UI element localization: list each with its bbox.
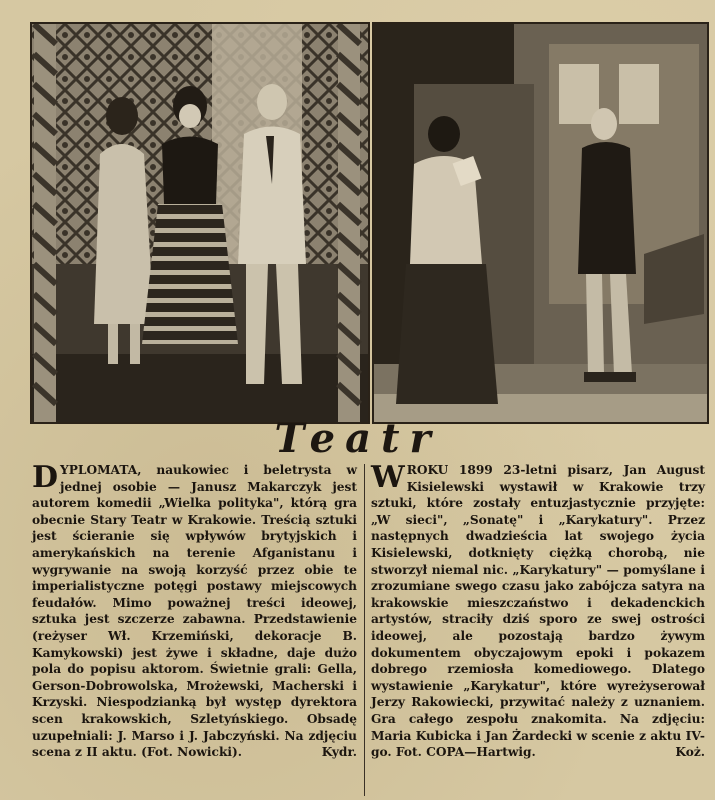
section-title: Teatr: [274, 415, 441, 462]
dropcap: W: [371, 460, 405, 495]
article-diplomata: [32, 462, 357, 798]
article-body: YPLOMATA, naukowiec i beletrysta w jednej osobie — Janusz Makarczyk jest autorem komedii „Wielka polityka", którą gra obecnie Stary Teatr w Krakowie. Treścią sztuki jest ścieranie się wpływów brytyjskich i amerykańskich na terenie Afganistanu i wygrywanie na swoją korzyść przez obie te imperialistyczne potęgi postawy miejscowych feudałów. Mimo poważnej treści ideowej, sztuka jest szczerze zabawna. Przedstawienie (reżyser Wł. Krzemiński, dekoracje B. Kamykowski) jest żywe i składne, daje dużo pola do popisu aktorom. Świetnie grali: Gella, Gerson-Dobrowolska, Mrożewski, Macherski i Krzyski. Niespodzianką był występ dyrektora scen krakowskich, Szletyńskiego. Obsadę uzupełniali: J. Marso i J. Jabczyński. Na zdjęciu scena z II aktu. (Fot. Nowicki).: [32, 463, 357, 760]
article-karykatury: [371, 462, 705, 798]
photo-stage-scene-left: [30, 22, 370, 424]
article-body: ROKU 1899 23-letni pisarz, Jan August Kisielewski wystawił w Krakowie trzy sztuki, które zostały entuzjastycznie przyjęte: „W sieci", „Sonatę" i „Karykatury". Przez następnych dwadzieścia lat swojego życia Kisielewski, dotknięty ciężką chorobą, nie stworzył niemal nic. „Karykatury" — pomyślane i zrozumiane swego czasu jako zabójcza satyra na krakowskie mieszczaństwo i dekadenckich artystów, straciły dziś sporo ze swej ostrości ideowej, ale pozostają bardzo żywym dokumentem obyczajowym epoki i pokazem dobrego rzemiosła komediowego. Dlatego wystawienie „Karykatur", które wyreżyserował Jerzy Rakowiecki, przywitać należy z uznaniem. Gra całego zespołu znakomita. Na zdjęciu: Maria Kubicka i Jan Żardecki w scenie z aktu IV-go. Fot. COPA—Hartwig.: [371, 463, 705, 760]
article-signature: Kydr.: [321, 745, 357, 760]
photo-stage-scene-right: [372, 22, 709, 424]
column-divider: [364, 464, 365, 796]
article-signature: Koż.: [675, 745, 705, 760]
dropcap: D: [32, 460, 59, 495]
